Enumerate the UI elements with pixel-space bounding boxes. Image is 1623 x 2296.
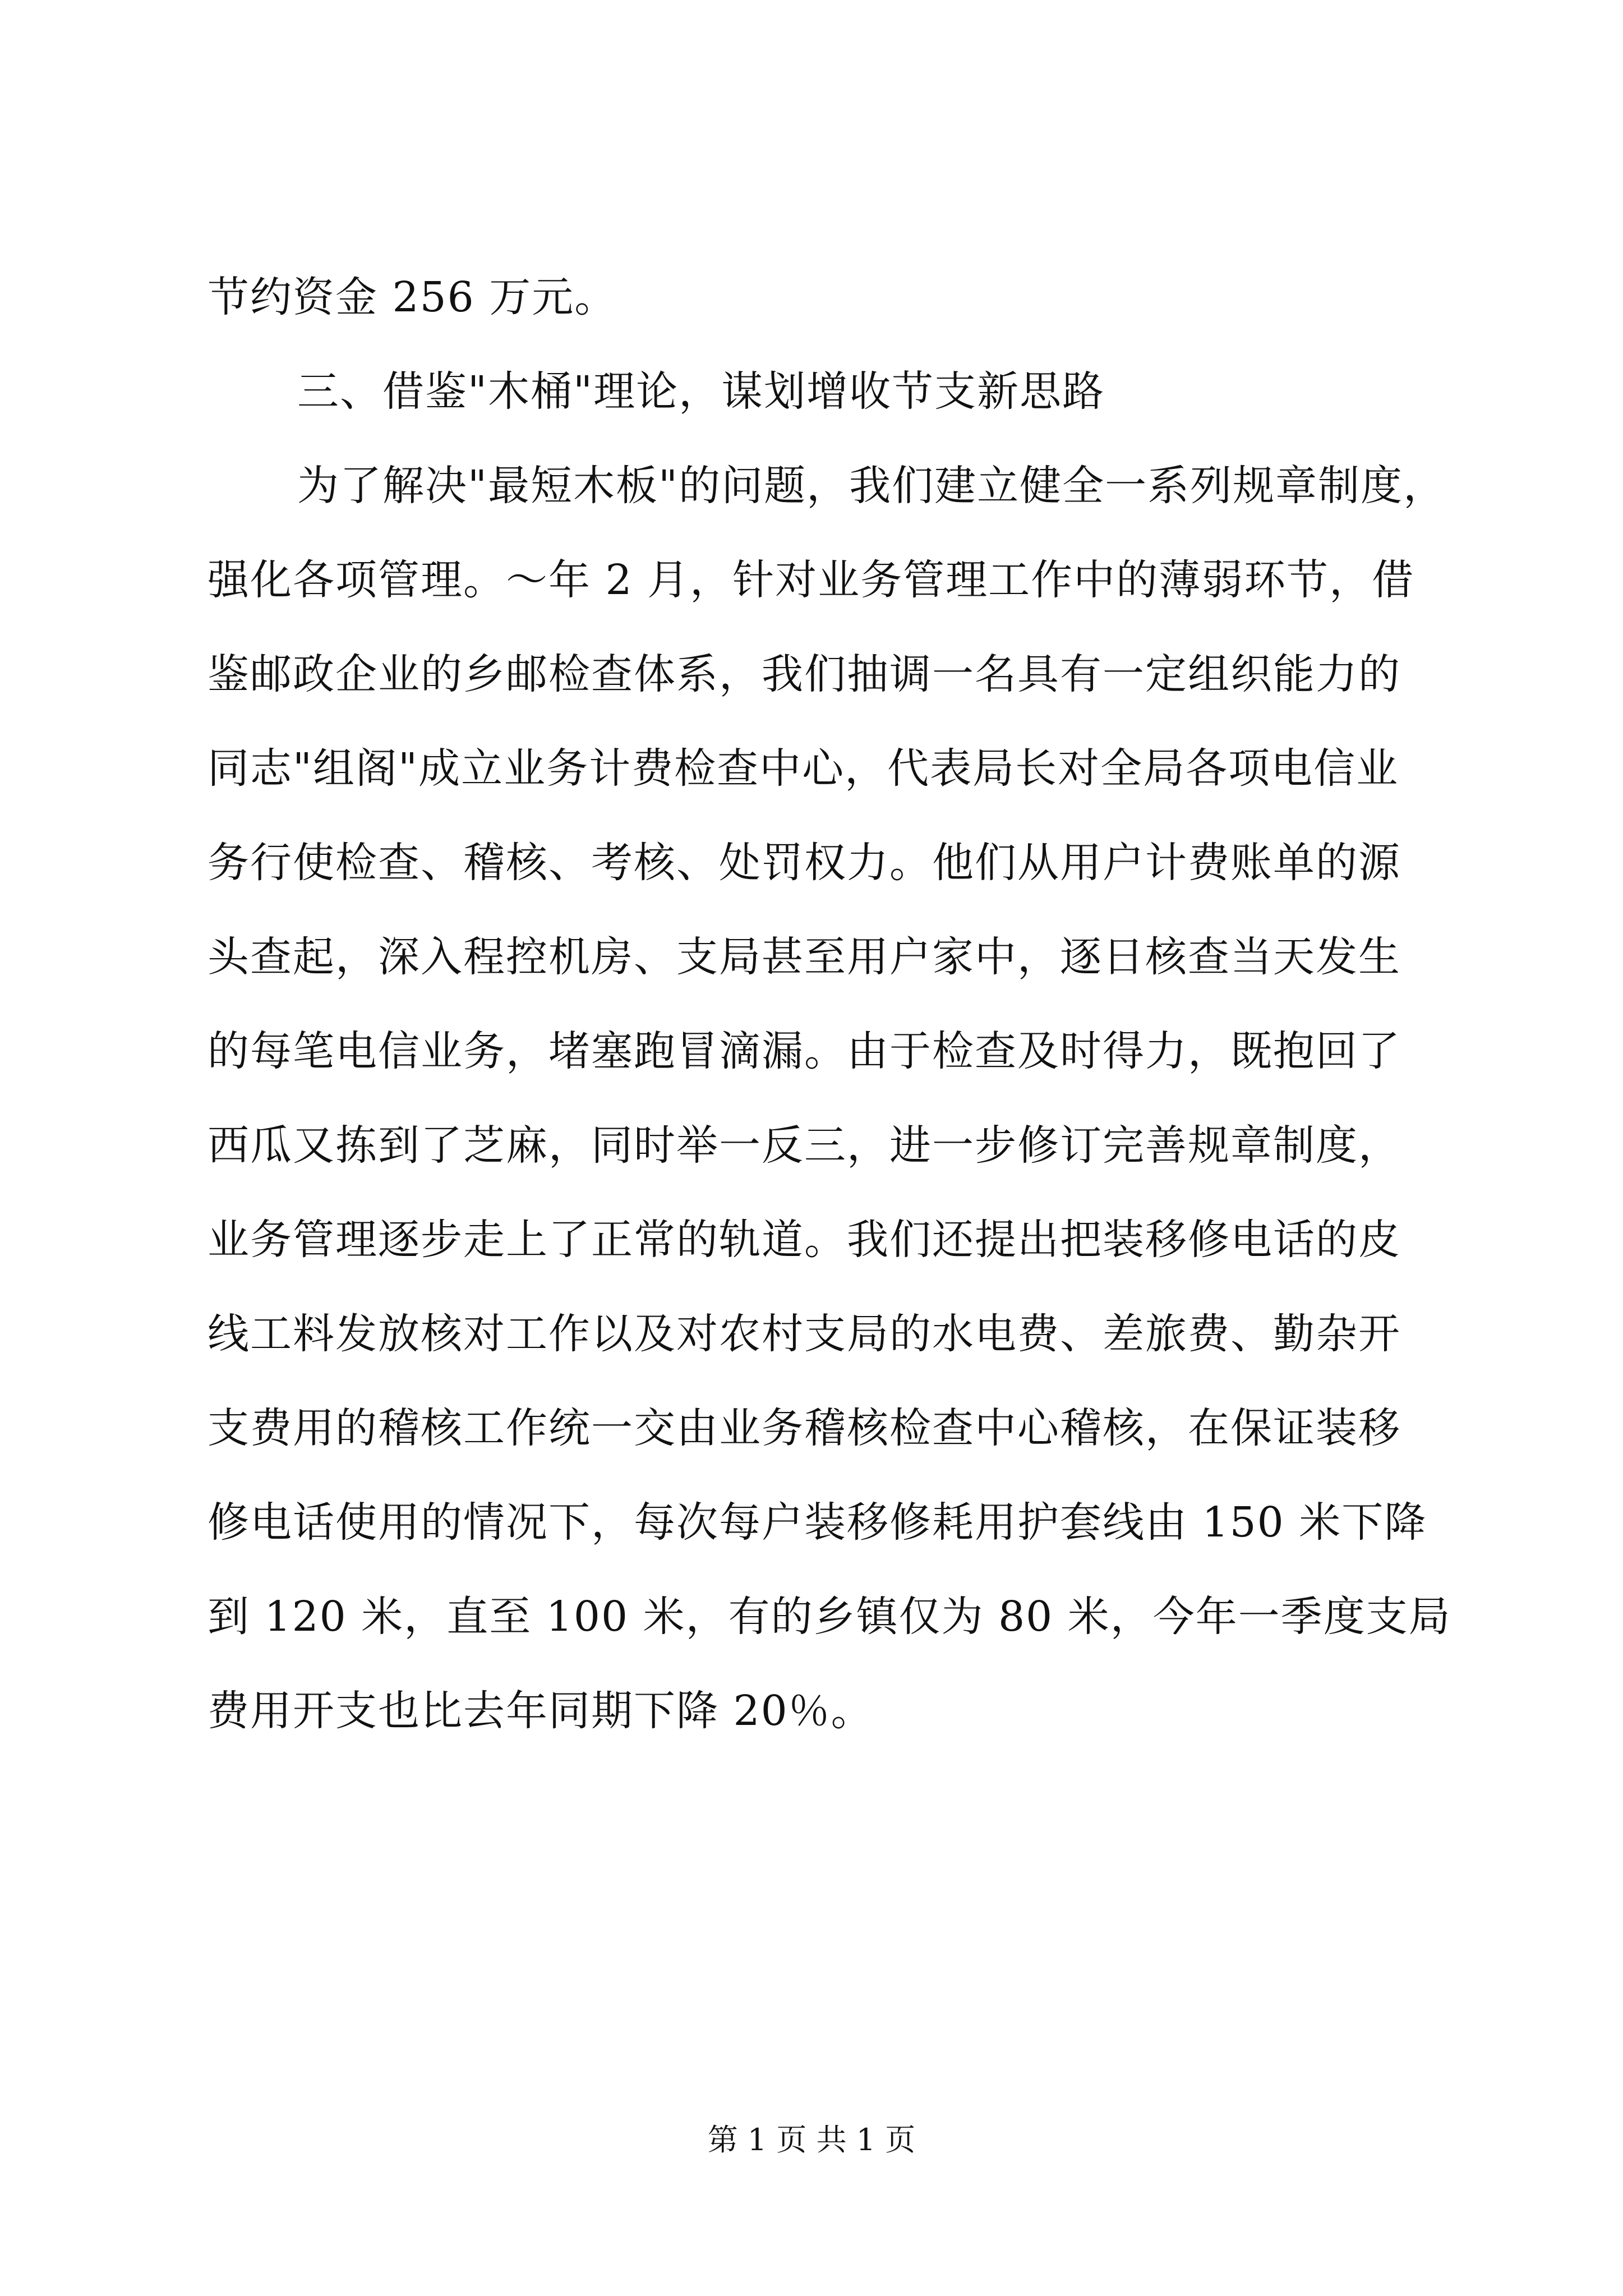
- text-line-8: 头查起，深入程控机房、支局甚至用户家中，逐日核查当天发生: [208, 933, 1401, 981]
- text-line-5: 鉴邮政企业的乡邮检查体系，我们抽调一名具有一定组织能力的: [208, 650, 1401, 698]
- text-line-3: 为了解决"最短木板"的问题，我们建立健全一系列规章制度，: [297, 462, 1446, 510]
- text-line-6: 同志"组阁"成立业务计费检查中心，代表局长对全局各项电信业: [208, 744, 1399, 793]
- text-line-15: 到 120 米，直至 100 米，有的乡镇仅为 80 米，今年一季度支局: [208, 1593, 1451, 1641]
- text-line-14: 修电话使用的情况下，每次每户装移修耗用护套线由 150 米下降: [208, 1498, 1427, 1547]
- text-line-12: 线工料发放核对工作以及对农村支局的水电费、差旅费、勤杂开: [208, 1310, 1401, 1358]
- text-line-7: 务行使检查、稽核、考核、处罚权力。他们从用户计费账单的源: [208, 839, 1401, 887]
- text-line-4: 强化各项管理。～年 2 月，针对业务管理工作中的薄弱环节，借: [208, 556, 1415, 604]
- text-line-11: 业务管理逐步走上了正常的轨道。我们还提出把装移修电话的皮: [208, 1216, 1401, 1264]
- section-heading: 三、借鉴"木桶"理论，谋划增收节支新思路: [297, 367, 1105, 416]
- text-line-9: 的每笔电信业务，堵塞跑冒滴漏。由于检查及时得力，既抱回了: [208, 1027, 1401, 1075]
- text-line-13: 支费用的稽核工作统一交由业务稽核检查中心稽核，在保证装移: [208, 1404, 1401, 1452]
- page-footer: 第 1 页 共 1 页: [707, 2122, 916, 2157]
- text-line-10: 西瓜又拣到了芝麻，同时举一反三，进一步修订完善规章制度，: [208, 1121, 1401, 1170]
- text-line-1: 节约资金 256 万元。: [208, 273, 617, 321]
- text-line-16: 费用开支也比去年同期下降 20％。: [208, 1687, 874, 1735]
